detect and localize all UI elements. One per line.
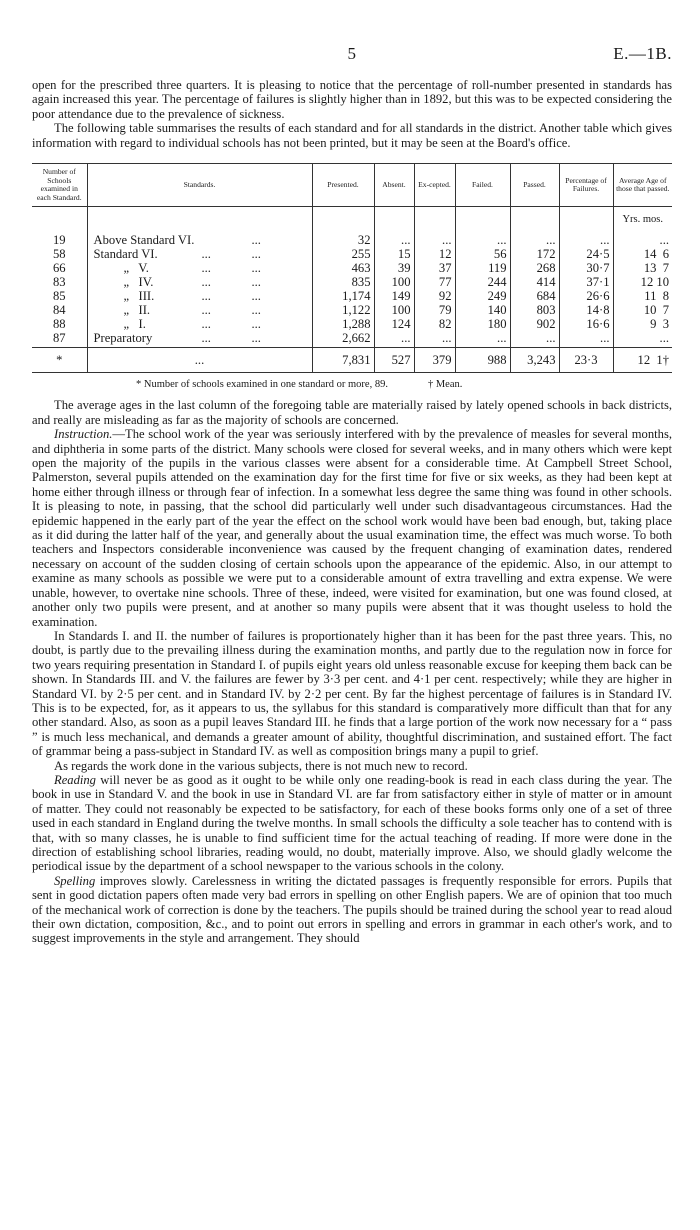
header-percentage: Percentage of Failures.: [559, 164, 613, 207]
cell-schools: 83: [52, 275, 66, 290]
total-passed: 3,243: [510, 348, 559, 373]
leader-dots: ...: [251, 275, 261, 290]
cell-presented: 255: [312, 247, 374, 261]
cell-failed: ...: [455, 233, 510, 247]
cell-passed: 803: [510, 303, 559, 317]
cell-passed: 414: [510, 275, 559, 289]
cell-failed: 244: [455, 275, 510, 289]
leader-dots: ...: [201, 317, 211, 332]
table-row: [32, 317, 672, 331]
leader-dots: ...: [201, 247, 211, 262]
leader-dots: ...: [251, 261, 261, 276]
leader-dots: ...: [251, 247, 261, 262]
leader-dots: ...: [251, 303, 261, 318]
results-table-wrapper: [32, 163, 672, 390]
table-row: [32, 289, 672, 303]
total-percentage: 23·3: [559, 348, 613, 373]
cell-absent: 15: [374, 247, 414, 261]
standard-name: Preparatory: [93, 331, 153, 346]
cell-absent: 100: [374, 275, 414, 289]
standard-name: „ I.: [123, 317, 146, 332]
table-header-row: [32, 164, 672, 207]
cell-percentage: 37·1: [559, 275, 613, 289]
total-failed: 988: [455, 348, 510, 373]
leader-dots: ...: [201, 289, 211, 304]
table-row: [32, 233, 672, 247]
total-absent: 527: [374, 348, 414, 373]
cell-standard: [87, 289, 312, 303]
subjects-paragraph: As regards the work done in the various subjects, there is not much new to record.: [54, 758, 468, 773]
cell-percentage: 16·6: [559, 317, 613, 331]
footnote-schools: * Number of schools examined in one standard or more, 89.: [136, 379, 388, 391]
cell-percentage: 24·5: [559, 247, 613, 261]
cell-standard: [87, 275, 312, 289]
table-row: [32, 261, 672, 275]
footnote-mean: † Mean.: [427, 379, 463, 391]
cell-excepted: 12: [414, 247, 455, 261]
cell-age: 9 3: [613, 317, 672, 331]
cell-percentage: ...: [559, 331, 613, 348]
cell-standard: [87, 247, 312, 261]
cell-percentage: 14·8: [559, 303, 613, 317]
page-header: [32, 0, 672, 63]
cell-presented: 1,288: [312, 317, 374, 331]
cell-age: 10 7: [613, 303, 672, 317]
cell-excepted: 92: [414, 289, 455, 303]
age-units-label: Yrs. mos.: [613, 207, 672, 234]
header-schools: Number of Schools examined in each Standard.: [32, 164, 87, 207]
header-presented: Presented.: [312, 164, 374, 207]
leader-dots: ...: [251, 317, 261, 332]
document-reference: E.—1B.: [613, 44, 672, 63]
total-presented: 7,831: [312, 348, 374, 373]
table-intro-paragraph: The following table summarises the results of each standard and for all standards in the district. Another table which gives information with regard to individual schools has not been printed, but it may be seen at the Board's office.: [32, 121, 672, 150]
cell-presented: 835: [312, 275, 374, 289]
table-footnote: [136, 379, 672, 390]
cell-age: 14 6: [613, 247, 672, 261]
cell-excepted: 77: [414, 275, 455, 289]
cell-excepted: 79: [414, 303, 455, 317]
results-table: [32, 163, 672, 373]
instruction-paragraph: [32, 427, 672, 629]
instruction-text: —The school work of the year was seriously interfered with by the prevalence of measles for several months, and diphtheria in some parts of the district. Many schools were closed for several weeks, and in many others which were kept open the majority of the pupils in the various classes were absent for a considerable time. At Campbell Street School, Palmerston, several pupils attended on the examination day for the first time for five or six weeks, as they had been kept at home either through illness or through fear of infection. In a somewhat less degree the same thing was found in other schools. It is pleasing to note, in passing, that the school did particularly well under such disadvantageous circumstances. Had the epidemic happened in the early part of the year the effect on the school work would have been bad enough, but, taking place as it did during the latter half of the year, and generally about the usual examination time, the effect was much worse. To both teachers and Inspectors considerable inconvenience was caused by the frequent changing of examination dates, rendered necessary on account of the sudden closing of certain schools upon the appearance of the epidemic. Also, in our attempt to examine as many schools as possible we were put to a considerable amount of extra travelling and extra expense. We were unable, however, to overtake nine schools. Three of these, indeed, were visited for examination, but one was found closed, at another only two pupils were present, and at another so many pupils were absent that it was thought useless to hold the examination.: [32, 427, 672, 629]
cell-failed: 140: [455, 303, 510, 317]
cell-failed: 56: [455, 247, 510, 261]
cell-percentage: 30·7: [559, 261, 613, 275]
document-page: [32, 0, 672, 946]
total-age: 12 1†: [613, 348, 672, 373]
table-row: [32, 331, 672, 348]
cell-failed: ...: [455, 331, 510, 348]
standards-paragraph: In Standards I. and II. the number of failures is proportionately higher than it has been for the past three years. This, no doubt, is partly due to the prevailing illness during the examination months, and partly due to the regulation now in force for two years requiring presentation in Standard I. of pupils eight years old unless reasonable excuse for keeping them back can be shown. In Standards III. and V. the failures are fewer by 3·3 per cent. and 4·1 per cent. respectively; while they are higher in Standard VI. by 2·5 per cent. and in Standard IV. by 2·2 per cent. By far the highest percentage of failures is in Standard IV. This is to be expected, for, as it appears to us, the syllabus for this standard is comparatively more difficult than that for any other standard. Also, as soon as a pupil leaves Standard III. he finds that a large portion of the work now necessary for a “ pass ” is much less mechanical, and demands a greater amount of ability, thoughtful discrimination, and sustained effort. The fact of grammar being a pass-subject in Standard IV. as well as composition brings many a pupil to grief.: [32, 628, 672, 759]
cell-failed: 119: [455, 261, 510, 275]
cell-presented: 32: [312, 233, 374, 247]
leader-dots: ...: [251, 289, 261, 304]
cell-percentage: 26·6: [559, 289, 613, 303]
spelling-paragraph: [32, 874, 672, 946]
reading-text: will never be as good as it ought to be while only one reading-book is read in each class during the year. The book in use in Standard V. and the book in use in Standard VI. are far from satisfactory either in style of matter or in amount of matter. They could not reasonably be expected to be satisfactory, for each of these books forms only one of a set of three used in each standard in England during the twelve months. In small schools the difficulty a sole teacher has to contend with is that, with so many classes, he is unable to find sufficient time for the actual teaching of reading. If more were done in the direction of establishing school libraries, reading would, no doubt, materially improve. Also, we should gladly welcome the periodical issue by the department of a school newspaper to the various schools in the colony.: [32, 772, 672, 874]
cell-absent: 39: [374, 261, 414, 275]
cell-schools: 87: [52, 331, 66, 346]
cell-schools: 88: [52, 317, 66, 332]
header-failed: Failed.: [455, 164, 510, 207]
cell-absent: ...: [374, 331, 414, 348]
cell-standard: [87, 261, 312, 275]
ages-paragraph: The average ages in the last column of the foregoing table are materially raised by lately opened schools in back districts, and really are misleading as far as the majority of schools are concerned.: [32, 398, 672, 427]
header-absent: Absent.: [374, 164, 414, 207]
cell-excepted: 82: [414, 317, 455, 331]
table-row: [32, 247, 672, 261]
cell-standard: [87, 303, 312, 317]
cell-passed: 268: [510, 261, 559, 275]
reading-heading: Reading: [54, 772, 96, 787]
cell-age: 12 10: [613, 275, 672, 289]
cell-age: 11 8: [613, 289, 672, 303]
leader-dots: ...: [251, 233, 261, 248]
standard-name: „ II.: [123, 303, 151, 318]
cell-presented: 463: [312, 261, 374, 275]
cell-passed: ...: [510, 331, 559, 348]
cell-age: ...: [613, 233, 672, 247]
standard-name: „ III.: [123, 289, 155, 304]
spelling-heading: Spelling: [54, 873, 96, 888]
leader-dots: ...: [201, 331, 211, 346]
standard-name: „ IV.: [123, 275, 154, 290]
intro-paragraph: open for the prescribed three quarters. It is pleasing to notice that the percentage of roll-number presented in standards has again increased this year. The percentage of failures is slightly higher than in 1892, but this was to be expected considering the poor attendance due to the prevalence of sickness.: [32, 78, 672, 121]
cell-percentage: ...: [559, 233, 613, 247]
cell-absent: 149: [374, 289, 414, 303]
cell-failed: 249: [455, 289, 510, 303]
cell-schools: 19: [52, 233, 66, 248]
units-row: [32, 207, 672, 234]
cell-age: 13 7: [613, 261, 672, 275]
standard-name: Above Standard VI.: [93, 233, 195, 248]
cell-absent: 100: [374, 303, 414, 317]
cell-failed: 180: [455, 317, 510, 331]
cell-schools: 58: [52, 247, 66, 262]
header-standards: Standards.: [87, 164, 312, 207]
total-excepted: 379: [414, 348, 455, 373]
cell-presented: 1,174: [312, 289, 374, 303]
total-label: ...: [87, 348, 312, 373]
cell-passed: ...: [510, 233, 559, 247]
cell-schools: 85: [52, 289, 66, 304]
header-excepted: Ex-cepted.: [414, 164, 455, 207]
spelling-text: improves slowly. Carelessness in writing the dictated passages is frequently responsible for errors. Pupils that sent in good dictation papers often made very bad errors in spelling on other English papers. We are of opinion that too much of the mechanical work of correction is done by the teachers. The pupils should be trained during the school year to read aloud their own dictation, composition, &c., and to point out errors in spelling and errors in grammar in each other's work, and to suggest improvements in the style and arrangement. They should: [32, 873, 672, 946]
cell-schools: 66: [52, 261, 66, 276]
leader-dots: ...: [201, 275, 211, 290]
cell-passed: 684: [510, 289, 559, 303]
header-average-age: Average Age of those that passed.: [613, 164, 672, 207]
cell-absent: ...: [374, 233, 414, 247]
cell-presented: 2,662: [312, 331, 374, 348]
cell-excepted: 37: [414, 261, 455, 275]
header-passed: Passed.: [510, 164, 559, 207]
table-row: [32, 275, 672, 289]
cell-age: ...: [613, 331, 672, 348]
cell-passed: 172: [510, 247, 559, 261]
cell-standard: [87, 233, 312, 247]
cell-presented: 1,122: [312, 303, 374, 317]
total-schools: *: [32, 348, 87, 373]
reading-paragraph: [32, 773, 672, 874]
standard-name: „ V.: [123, 261, 149, 276]
leader-dots: ...: [251, 331, 261, 346]
table-total-row: [32, 348, 672, 373]
cell-passed: 902: [510, 317, 559, 331]
instruction-heading: Instruction.: [54, 427, 113, 442]
cell-excepted: ...: [414, 233, 455, 247]
standard-name: Standard VI.: [93, 247, 158, 262]
page-number: 5: [347, 44, 357, 63]
leader-dots: ...: [201, 261, 211, 276]
cell-absent: 124: [374, 317, 414, 331]
leader-dots: ...: [201, 303, 211, 318]
table-row: [32, 303, 672, 317]
cell-schools: 84: [52, 303, 66, 318]
cell-standard: [87, 317, 312, 331]
cell-excepted: ...: [414, 331, 455, 348]
cell-standard: [87, 331, 312, 348]
